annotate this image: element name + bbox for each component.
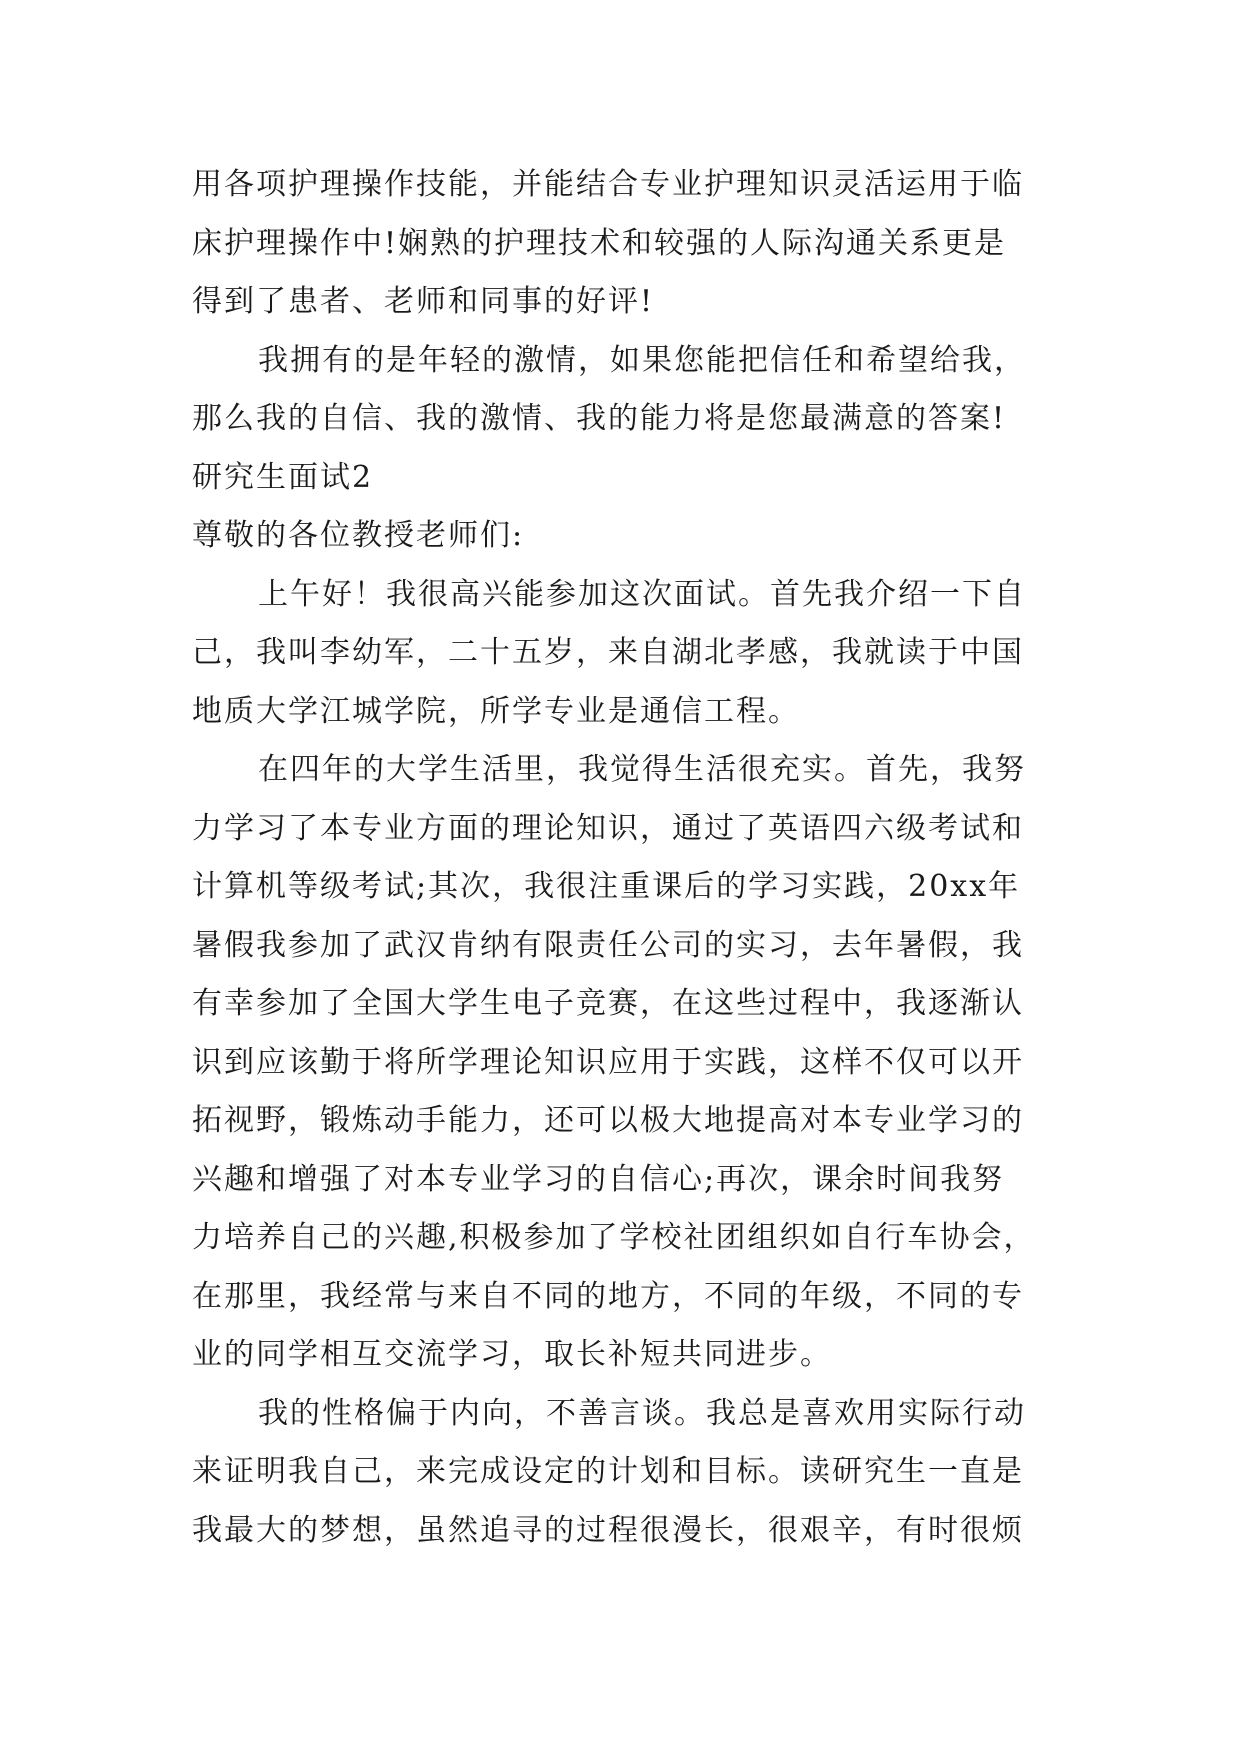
text-line: 计算机等级考试;其次，我很注重课后的学习实践，20xx年 (192, 869, 1021, 904)
text-line: 业的同学相互交流学习，取长补短共同进步。 (192, 1337, 832, 1372)
text-line: 在四年的大学生活里，我觉得生活很充实。首先，我努 (258, 752, 1026, 787)
text-line: 地质大学江城学院，所学专业是通信工程。 (192, 693, 800, 729)
text-line: 在那里，我经常与来自不同的地方，不同的年级，不同的专 (192, 1278, 1024, 1314)
text-line: 用各项护理操作技能，并能结合专业护理知识灵活运用于临 (192, 167, 1024, 202)
text-line: 我的性格偏于内向，不善言谈。我总是喜欢用实际行动 (258, 1395, 1026, 1431)
document-body (192, 156, 1052, 1560)
text-line: 己，我叫李幼军，二十五岁，来自湖北孝感，我就读于中国 (192, 635, 1024, 670)
text-line: 拓视野，锻炼动手能力，还可以极大地提高对本专业学习的 (192, 1103, 1024, 1138)
text-line: 我拥有的是年轻的激情，如果您能把信任和希望给我， (258, 342, 1026, 378)
text-line: 那么我的自信、我的激情、我的能力将是您最满意的答案! (192, 401, 1007, 436)
text-line: 我最大的梦想，虽然追寻的过程很漫长，很艰辛，有时很烦 (192, 1512, 1024, 1548)
text-line: 有幸参加了全国大学生电子竞赛，在这些过程中，我逐渐认 (192, 986, 1024, 1021)
text-line: 上午好！我很高兴能参加这次面试。首先我介绍一下自 (258, 576, 1026, 612)
text-line: 力学习了本专业方面的理论知识，通过了英语四六级考试和 (192, 810, 1024, 846)
text-line: 兴趣和增强了对本专业学习的自信心;再次，课余时间我努 (192, 1161, 1005, 1197)
section-heading: 研究生面试2 (192, 459, 374, 495)
salutation: 尊敬的各位教授老师们: (192, 518, 525, 553)
text-line: 床护理操作中!娴熟的护理技术和较强的人际沟通关系更是 (192, 225, 1007, 261)
text-line: 得到了患者、老师和同事的好评! (192, 284, 655, 319)
text-line: 来证明我自己，来完成设定的计划和目标。读研究生一直是 (192, 1454, 1024, 1489)
text-line: 识到应该勤于将所学理论知识应用于实践，这样不仅可以开 (192, 1044, 1024, 1080)
text-line: 力培养自己的兴趣,积极参加了学校社团组织如自行车协会， (192, 1220, 1036, 1255)
text-line: 暑假我参加了武汉肯纳有限责任公司的实习，去年暑假，我 (192, 927, 1024, 963)
